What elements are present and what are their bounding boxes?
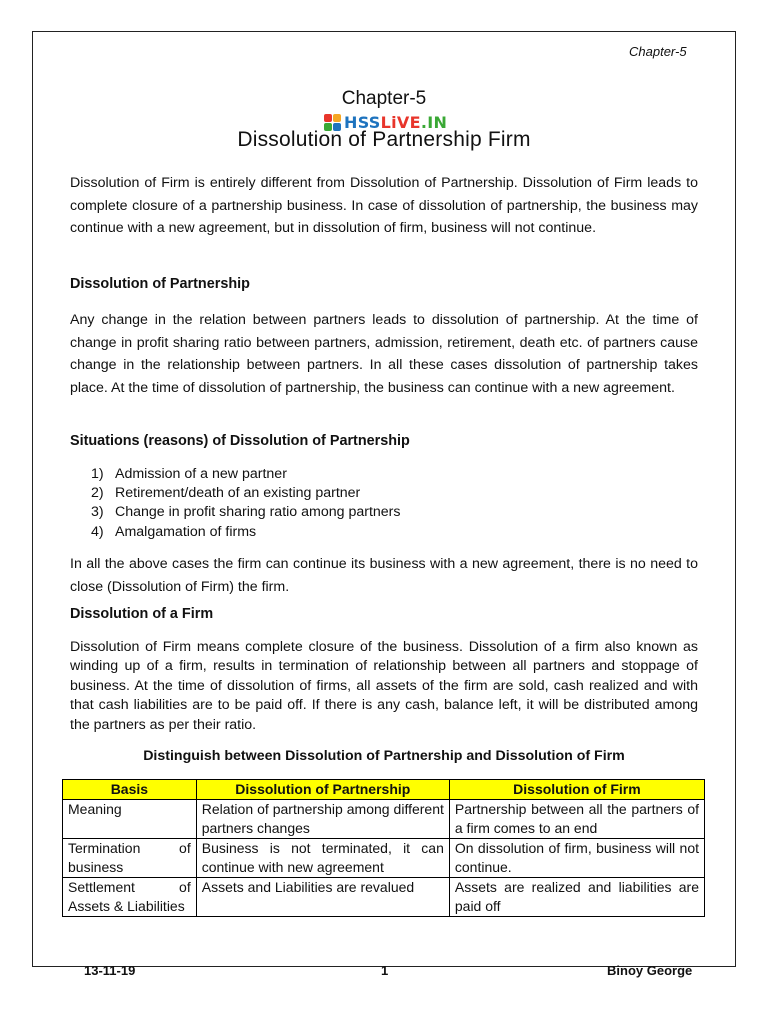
chapter-title: Chapter-5 [341,88,427,109]
list-item: 4) Amalgamation of firms [91,523,257,540]
table-cell: Termination of business [63,839,197,878]
dissolution-of-partnership-paragraph: Any change in the relation between partners leads to dissolution of partnership. At the time of change in profit sharing ratio between partners, admission, retirement, death etc. of partners cause change in the relationship between partners. In all these cases dissolution of partnership takes place. At the time of dissolution of partnership, the business can continue with a new agreement. [70,312,698,396]
table-cell: Business is not terminated, it can continue with new agreement [196,839,449,878]
header-dissolution-of-firm: Dissolution of Firm [449,780,704,800]
footer-author: Binoy George [607,963,693,978]
table-cell: Relation of partnership among different partners changes [196,800,449,839]
table-cell: Assets are realized and liabilities are paid off [449,878,704,917]
table-cell: Partnership between all the partners of a firm comes to an end [449,800,704,839]
table-cell: Settlement of Assets & Liabilities [63,878,197,917]
table-title: Distinguish between Dissolution of Partnership and Dissolution of Firm [143,748,625,764]
table-cell: On dissolution of firm, business will not continue. [449,839,704,878]
table-header-row [63,780,705,800]
running-header: Chapter-5 [629,44,687,59]
table-cell: Assets and Liabilities are revalued [196,878,449,917]
document-title: Dissolution of Partnership Firm [237,128,531,151]
section-heading-dissolution-of-firm: Dissolution of a Firm [70,606,214,622]
table-cell: Meaning [63,800,197,839]
section-heading-situations: Situations (reasons) of Dissolution of Partnership [70,433,410,449]
list-item: 3) Change in profit sharing ratio among partners [91,504,401,521]
logo-text: HSSLiVE.IN [344,113,448,132]
header-dissolution-of-partnership: Dissolution of Partnership [196,780,449,800]
list-item: 1) Admission of a new partner [91,466,287,482]
footer-page-number: 1 [381,963,389,978]
header-basis: Basis [63,780,197,800]
section-heading-dissolution-of-partnership: Dissolution of Partnership [70,276,250,292]
dissolution-of-firm-paragraph: Dissolution of Firm means complete closure of the business. Dissolution of a firm also known as winding up of a firm, results in termination of relationship between all partners and stoppage of business. At the time of dissolution of firms, all assets of the firm are sold, cash realized and with that cash liabilities are to be paid off. If there is any cash, balance left, it will be distributed among the partners as per their ratio. [70,639,698,733]
footer-date: 13-11-19 [84,963,136,978]
table-row [63,800,705,839]
intro-paragraph: Dissolution of Firm is entirely different from Dissolution of Partnership. Dissolution of Firm leads to complete closure of a partnership business. In case of dissolution of partnership, the business may continue with a new agreement, but in dissolution of firm, business will not continue. [70,175,698,236]
situations-note-paragraph: In all the above cases the firm can continue its business with a new agreement, there is no need to close (Dissolution of Firm) the firm. [70,556,698,595]
comparison-table [62,779,705,917]
table-row [63,839,705,878]
list-item: 2) Retirement/death of an existing partner [91,485,361,502]
table-row [63,878,705,917]
situations-list [91,465,401,542]
